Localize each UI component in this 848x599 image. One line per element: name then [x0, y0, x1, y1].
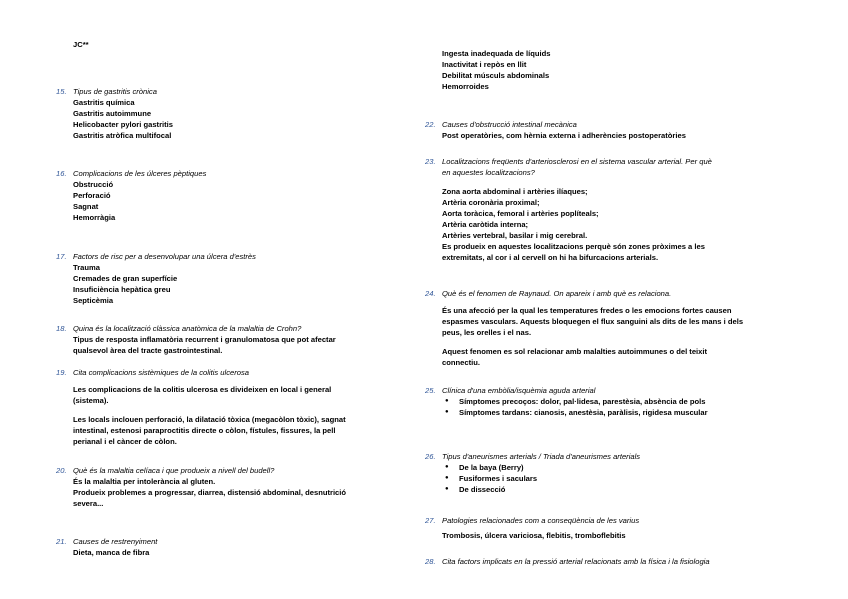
answer-line: Ingesta inadequada de líquids — [442, 49, 551, 58]
question-text: Clínica d'una embòlia/isquèmia aguda arterial — [442, 386, 596, 395]
question-number: 24. — [425, 289, 436, 298]
question-22 — [425, 119, 785, 141]
question-28 — [425, 556, 785, 567]
answer-line: És una afecció per la qual les temperatures fredes o les emocions fortes causen — [442, 306, 732, 315]
answer-line: Produeix problemes a progressar, diarrea, distensió abdominal, desnutrició — [73, 488, 347, 497]
answer-line: espasmes vasculars. Aquests bloquegen el flux sanguini als dits de les mans i dels — [442, 317, 744, 326]
answer-line: Post operatòries, com hèrnia externa i adherències postoperatòries — [442, 131, 686, 140]
answer-line: Zona aorta abdominal i artèries ilíaques; — [442, 187, 588, 196]
answer-line: severa... — [73, 499, 104, 508]
question-21-continued — [425, 48, 785, 92]
answer-line: Gastritis autoimmune — [73, 109, 152, 118]
answer-line: Es produeix en aquestes localitzacions perquè són zones pròximes a les — [442, 242, 705, 251]
question-number: 19. — [56, 368, 67, 377]
question-text: Què és la malaltia celíaca i que produeix a nivell del budell? — [73, 466, 275, 475]
answer-line: Gastritis atròfica multifocal — [73, 131, 172, 140]
question-16 — [56, 168, 386, 223]
answer-line: Dieta, manca de fibra — [73, 548, 150, 557]
list-item: ● De la baya (Berry) — [459, 462, 785, 473]
answer-line: Les locals inclouen perforació, la dilatació tòxica (megacòlon tòxic), sagnat — [73, 415, 346, 424]
answer-line: Artèria caròtida interna; — [442, 220, 529, 229]
answer-line: Debilitat músculs abdominals — [442, 71, 550, 80]
question-text: Cita factors implicats en la pressió arterial relacionats amb la física i la fisiologia — [442, 557, 710, 566]
question-19 — [56, 367, 386, 447]
answer-line: Aquest fenomen es sol relacionar amb malalties autoimmunes o del teixit — [442, 347, 708, 356]
question-27 — [425, 515, 785, 541]
question-text: Causes d'obstrucció intestinal mecànica — [442, 120, 577, 129]
question-number: 25. — [425, 386, 436, 395]
answer-line: Hemorràgia — [73, 213, 116, 222]
question-number: 15. — [56, 87, 67, 96]
answer-line: qualsevol àrea del tracte gastrointestinal. — [73, 346, 223, 355]
question-18 — [56, 323, 386, 356]
question-text: Patologies relacionades com a conseqüència de les varius — [442, 516, 640, 525]
question-number: 20. — [56, 466, 67, 475]
answer-line: Cremades de gran superfície — [73, 274, 178, 283]
question-text: Factors de risc per a desenvolupar una úlcera d'estrès — [73, 252, 256, 261]
question-text: Cita complicacions sistèmiques de la colitis ulcerosa — [73, 368, 249, 377]
question-25 — [425, 385, 785, 418]
question-21 — [56, 536, 386, 558]
answer-line: Les complicacions de la colitis ulcerosa es divideixen en local i general — [73, 385, 332, 394]
question-text: Complicacions de les úlceres pèptiques — [73, 169, 207, 178]
answer-line: Aorta toràcica, femoral i artèries poplíteals; — [442, 209, 599, 218]
answer-line: Obstrucció — [73, 180, 114, 189]
answer-line: Insuficiència hepàtica greu — [73, 285, 171, 294]
question-text: Tipus de gastritis crònica — [73, 87, 157, 96]
list-item: ● Símptomes tardans: cianosis, anestèsia, paràlisis, rigidesa muscular — [459, 407, 785, 418]
question-number: 16. — [56, 169, 67, 178]
answer-line: És la malaltia per intolerància al gluten. — [73, 477, 216, 486]
answer-line: Sagnat — [73, 202, 99, 211]
answer-line: Tipus de resposta inflamatòria recurrent i granulomatosa que pot afectar — [73, 335, 336, 344]
answer-line: intestinal, estenosi paraproctitis directe o còlon, fístules, fissures, la pell — [73, 426, 336, 435]
answer-line: extremitats, al cor i al cervell on hi ha bifurcacions arterials. — [442, 253, 659, 262]
question-number: 21. — [56, 537, 67, 546]
answer-line: Trauma — [73, 263, 101, 272]
bullet-list — [425, 462, 785, 495]
answer-line: Helicobacter pylori gastritis — [73, 120, 174, 129]
question-number: 17. — [56, 252, 67, 261]
question-text: en aquestes localitzacions? — [442, 168, 535, 177]
question-23 — [425, 156, 785, 263]
question-number: 22. — [425, 120, 436, 129]
question-text: Causes de restrenyiment — [73, 537, 158, 546]
bullet-list — [425, 396, 785, 418]
header-initials: JC** — [73, 40, 89, 49]
question-text: Localitzacions freqüents d'arteriosclerosi en el sistema vascular arterial. Per què — [442, 157, 712, 166]
answer-line: Artèria coronària proximal; — [442, 198, 540, 207]
question-number: 26. — [425, 452, 436, 461]
answer-line: Inactivitat i repòs en llit — [442, 60, 527, 69]
question-26 — [425, 451, 785, 495]
list-item: ● Fusiformes i saculars — [459, 473, 785, 484]
question-20 — [56, 465, 386, 509]
question-text: Quina és la localització clàssica anatòmica de la malaltia de Crohn? — [73, 324, 302, 333]
question-text: Tipus d'aneurismes arterials / Triada d'aneurismes arterials — [442, 452, 641, 461]
question-text: Què és el fenomen de Raynaud. On apareix i amb què es relaciona. — [442, 289, 672, 298]
answer-line: Trombosis, úlcera variciosa, flebitis, tromboflebitis — [442, 531, 626, 540]
answer-line: peus, les orelles i el nas. — [442, 328, 532, 337]
answer-line: Hemorroides — [442, 82, 489, 91]
answer-line: (sistema). — [73, 396, 109, 405]
question-number: 23. — [425, 157, 436, 166]
question-number: 28. — [425, 557, 436, 566]
answer-line: Septicèmia — [73, 296, 114, 305]
answer-line: Perforació — [73, 191, 111, 200]
answer-line: perianal i el càncer de còlon. — [73, 437, 177, 446]
answer-line: Gastritis química — [73, 98, 135, 107]
list-item: ● De dissecció — [459, 484, 785, 495]
question-number: 27. — [425, 516, 436, 525]
answer-line: Artèries vertebral, basilar i mig cerebral. — [442, 231, 588, 240]
question-15 — [56, 86, 386, 141]
question-24 — [425, 288, 785, 368]
question-17 — [56, 251, 386, 306]
question-number: 18. — [56, 324, 67, 333]
list-item: ● Símptomes precoços: dolor, pal·lidesa, parestèsia, absència de pols — [459, 396, 785, 407]
answer-line: connectiu. — [442, 358, 480, 367]
